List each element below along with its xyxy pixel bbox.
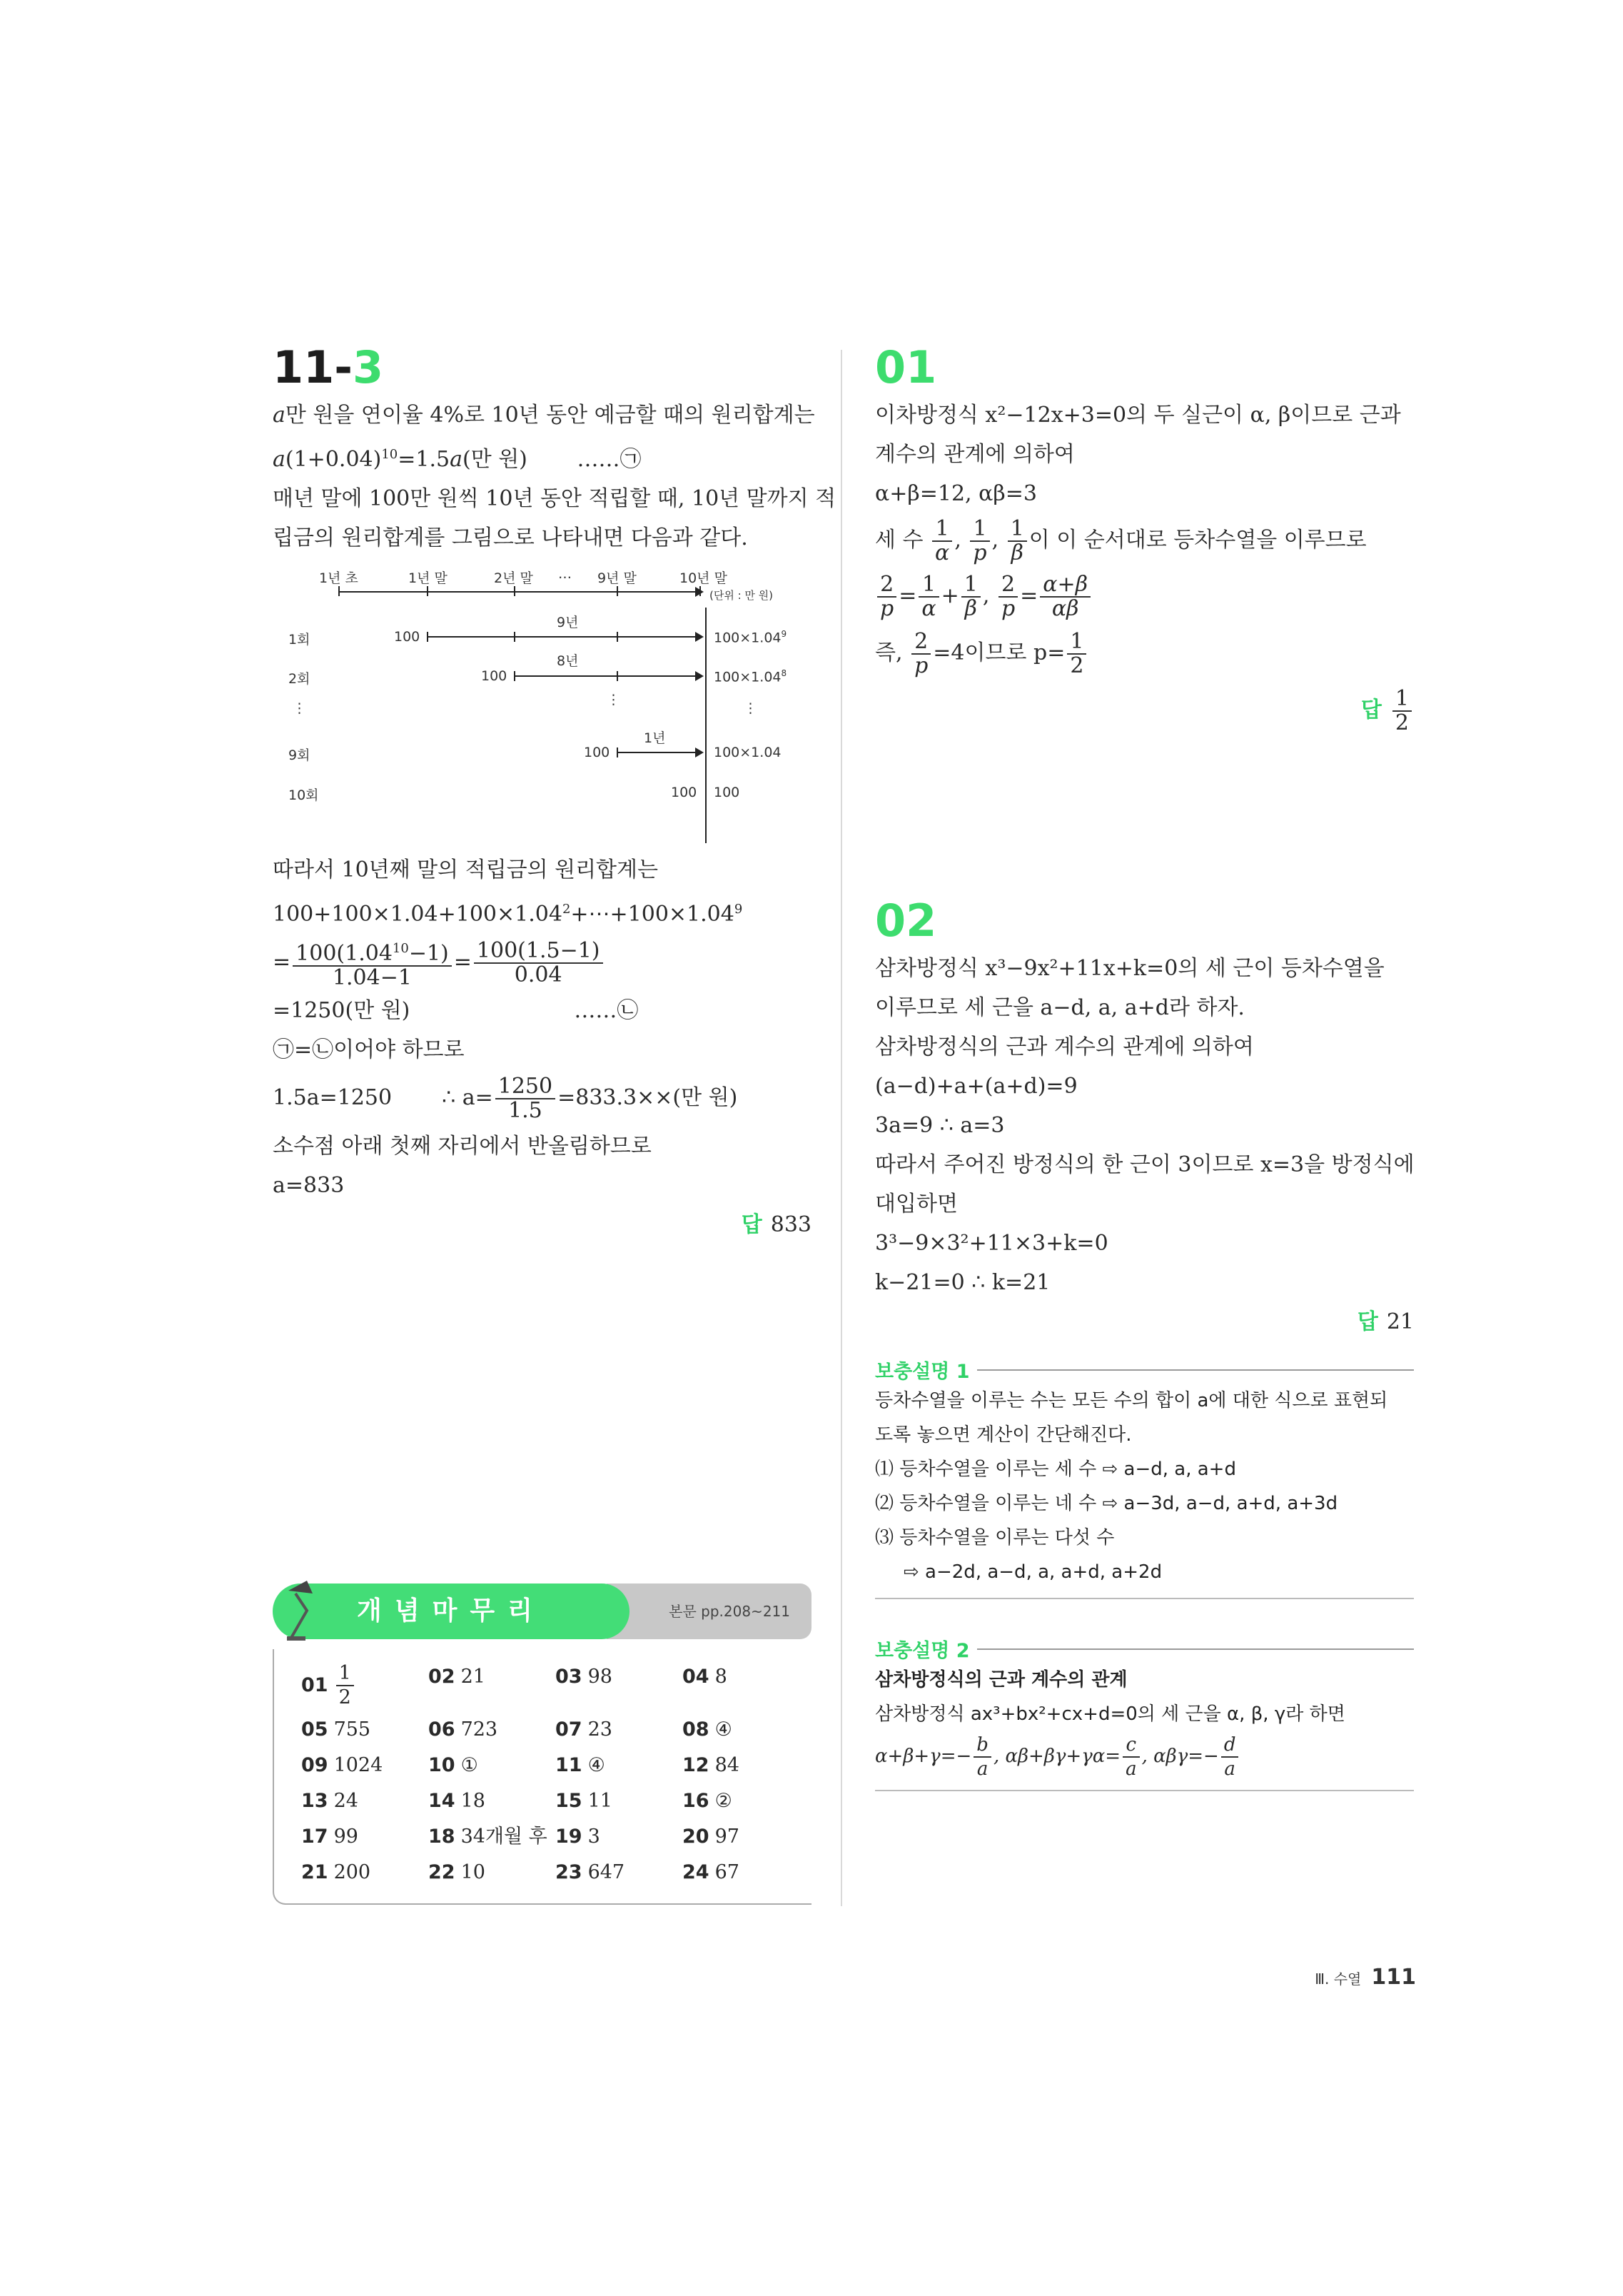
row-label: 2회 — [288, 671, 310, 687]
summary-item-answer: 99 — [333, 1826, 358, 1848]
p01-l4-pre: 세 수 — [875, 528, 924, 553]
summary-item — [555, 1751, 682, 1781]
fraction — [974, 1733, 991, 1781]
left-column — [273, 341, 836, 1244]
summary-item-answer: ② — [714, 1790, 732, 1812]
sum-head: 100+100×1.04+100×1.04 — [273, 902, 562, 927]
fraction-denominator: 2 — [338, 1686, 351, 1708]
summary-item — [555, 1715, 682, 1745]
row-label: 1회 — [288, 632, 310, 648]
summary-item-answer: 8 — [714, 1666, 727, 1688]
right-column — [875, 343, 1414, 1791]
therefore: ∴ a= — [442, 1085, 493, 1110]
summary-item-answer: 97 — [714, 1826, 739, 1848]
result-eq: =1250(만 원) — [273, 998, 410, 1023]
summary-item-number: 04 — [682, 1666, 709, 1688]
column-divider — [841, 350, 842, 1906]
summary-item — [682, 1715, 809, 1745]
fraction-numerator: 1 — [932, 518, 952, 542]
answer-value: 833 — [770, 1212, 812, 1237]
fraction-denominator: p — [973, 540, 987, 565]
condition-text: ㉠=㉡이어야 하므로 — [273, 1037, 465, 1062]
row-label: 9회 — [288, 747, 310, 763]
problem-number — [273, 343, 812, 396]
fraction — [293, 937, 452, 990]
var-a: a — [273, 403, 285, 428]
supplement-1-header — [875, 1356, 1414, 1384]
summary-answers — [273, 1649, 812, 1905]
timeline-tick — [514, 632, 515, 642]
row-value-exp: 8 — [781, 668, 787, 678]
fraction-denominator: 1.04−1 — [332, 965, 412, 990]
summary-item — [682, 1662, 809, 1709]
result-line — [273, 991, 812, 1030]
row-value — [714, 629, 787, 645]
timeline-tick — [617, 671, 618, 681]
timeline-tick — [617, 586, 618, 596]
fraction-denominator: p — [914, 653, 929, 678]
summary-item-answer: 1024 — [333, 1754, 383, 1776]
p02-line-3: 삼차방정식의 근과 계수의 관계에 의하여 — [875, 1034, 1254, 1059]
growth-arrow — [427, 636, 697, 638]
solve-lhs: 1.5a=1250 — [273, 1085, 393, 1110]
fraction-numerator: d — [1221, 1733, 1239, 1758]
summary-item-answer: 3 — [587, 1826, 600, 1848]
eq1-rhs-var: a — [450, 447, 462, 472]
summary-item-number: 02 — [428, 1666, 455, 1688]
lamp-icon — [285, 1579, 323, 1643]
timeline-tick — [699, 586, 701, 596]
fraction-denominator: 0.04 — [514, 962, 562, 987]
timeline-unit: (단위 : 만 원) — [709, 589, 774, 602]
rounding-text: 소수점 아래 첫째 자리에서 반올림하므로 — [273, 1134, 652, 1159]
summary-item-answer: 10 — [460, 1861, 485, 1883]
fraction-numerator: 1250 — [495, 1075, 555, 1099]
summary-item-answer: 200 — [333, 1861, 371, 1883]
fraction-denominator: 1.5 — [508, 1098, 542, 1123]
summary-item-number: 09 — [301, 1754, 328, 1776]
fraction-numerator: 1 — [919, 573, 939, 598]
span-label: 8년 — [557, 653, 579, 669]
timeline-tick — [427, 586, 428, 596]
summary-item-answer: 98 — [587, 1666, 612, 1688]
fraction-numerator: 2 — [877, 573, 896, 598]
growth-arrow — [617, 752, 697, 753]
p01-line-1: 이차방정식 x²−12x+3=0의 두 실근이 α, β이므로 근과 — [875, 403, 1401, 428]
answer-label: 답 — [1360, 698, 1382, 722]
problem-number-suffix: 3 — [353, 341, 384, 393]
summary-item — [428, 1662, 555, 1709]
row-value-base: 100×1.04 — [714, 669, 782, 685]
p01-l6-mid: =4이므로 p= — [933, 640, 1066, 665]
timeline-axis — [338, 591, 697, 593]
summary-item-number: 21 — [301, 1861, 328, 1883]
p01-line-3: α+β=12, αβ=3 — [875, 481, 1037, 506]
summary-item-number: 18 — [428, 1826, 455, 1848]
fraction — [961, 573, 981, 620]
section-label: Ⅲ. 수열 — [1315, 1970, 1362, 1988]
fraction-numerator: 1 — [336, 1662, 354, 1686]
timeline-label: 2년 말 — [494, 570, 533, 586]
supplement-1-item: ⑵ 등차수열을 이루는 네 수 ⇨ a−3d, a−d, a+d, a+3d — [875, 1493, 1338, 1514]
summary-item — [301, 1858, 428, 1888]
summary-item — [682, 1786, 809, 1816]
summary-item-number: 19 — [555, 1826, 582, 1848]
arrow-head — [695, 671, 704, 681]
summary-item — [301, 1822, 428, 1852]
solve-line — [273, 1069, 812, 1127]
fraction-denominator: a — [1126, 1758, 1137, 1780]
timeline-tick — [514, 671, 515, 681]
summary-item — [682, 1822, 809, 1852]
timeline-label: 10년 말 — [679, 570, 727, 586]
formula-part: , αβγ=− — [1141, 1746, 1219, 1767]
final-equation: a=833 — [273, 1173, 345, 1198]
supplement-1-item: ⇨ a−2d, a−d, a, a+d, a+2d — [904, 1561, 1163, 1583]
summary-item — [555, 1822, 682, 1852]
span-label: 1년 — [644, 730, 666, 746]
sum-tail-exp: 9 — [734, 902, 743, 917]
problem-number — [875, 896, 1414, 949]
summary-item-answer: 21 — [460, 1666, 485, 1688]
timeline-end-line — [705, 608, 707, 843]
summary-item-number: 01 — [301, 1673, 328, 1696]
summary-item-number: 20 — [682, 1826, 709, 1848]
answer-label: 답 — [741, 1212, 762, 1237]
summary-item-fraction — [336, 1662, 354, 1709]
fraction-denominator: α — [935, 540, 950, 565]
summary-item-answer: 755 — [333, 1718, 371, 1741]
summary-item-number: 05 — [301, 1718, 328, 1741]
summary-item-answer: 18 — [460, 1790, 485, 1812]
answer — [875, 682, 1414, 739]
timeline-label: 1년 말 — [408, 570, 448, 586]
fraction-numerator: 100(1.5−1) — [474, 940, 603, 964]
summary-item-number: 22 — [428, 1861, 455, 1883]
eq1-mark: ……㉠ — [577, 447, 642, 472]
eq1-a: a — [273, 447, 285, 472]
fraction-denominator: β — [1011, 540, 1023, 565]
summary-item — [428, 1858, 555, 1888]
fraction-denominator: αβ — [1051, 596, 1079, 621]
equation-1 — [273, 435, 812, 479]
fraction — [932, 518, 952, 565]
vertical-dots: ⋮ — [744, 700, 757, 716]
answer — [273, 1205, 812, 1244]
answer — [875, 1302, 1414, 1341]
p01-l4-post: 이 이 순서대로 등차수열을 이루므로 — [1028, 528, 1367, 553]
formula-part: , αβ+βγ+γα= — [993, 1746, 1121, 1767]
timeline-label: 9년 말 — [597, 570, 637, 586]
supplement-1-item: ⑴ 등차수열을 이루는 세 수 ⇨ a−d, a, a+d — [875, 1459, 1236, 1480]
fraction — [1221, 1733, 1239, 1781]
fraction-numerator: 2 — [998, 573, 1018, 598]
fraction — [970, 518, 989, 565]
fraction — [495, 1075, 555, 1122]
summary-item-answer: 11 — [587, 1790, 612, 1812]
fraction-numerator: 1 — [970, 518, 989, 542]
intro-text-1: 만 원을 연이율 4%로 10년 동안 예금할 때의 원리합계는 — [285, 403, 815, 428]
row-value — [714, 668, 787, 685]
answer-label: 답 — [1357, 1309, 1378, 1334]
fraction-numerator: b — [974, 1733, 991, 1758]
summary-item — [301, 1715, 428, 1745]
p02-line-5: 3a=9 ∴ a=3 — [875, 1113, 1005, 1138]
intro-line-1 — [273, 396, 815, 435]
p01-line-5: $\frac{2}{p}$ = $\frac{1}{\alpha}$ + $\frac{1}{\beta}$ , $\frac{2}{p}$ = $\frac{\alpha+\beta}{\alpha\beta}$ — [875, 568, 1414, 625]
summary-header — [273, 1583, 812, 1639]
problem-01-number: 01 — [875, 341, 937, 393]
supplement-1-text: 등차수열을 이루는 수는 모든 수의 합이 a에 대한 식으로 표현되 — [875, 1390, 1388, 1411]
span-label: 9년 — [557, 615, 579, 630]
fraction-numerator: 1 — [1008, 518, 1027, 542]
page-number: 111 — [1371, 1965, 1416, 1990]
timeline-tick — [338, 586, 340, 596]
fraction-numerator: 1 — [961, 573, 981, 598]
summary-item-number: 17 — [301, 1826, 328, 1848]
supplement-2-header — [875, 1635, 1414, 1663]
row-value-base: 100×1.04 — [714, 630, 782, 646]
summary-item — [682, 1751, 809, 1781]
summary-item-answer: 24 — [333, 1790, 358, 1812]
divider — [875, 1598, 1414, 1599]
summary-item — [428, 1751, 555, 1781]
row-label: ⋮ — [293, 700, 306, 716]
row-value: 100×1.04 — [714, 745, 782, 760]
supplement-2-heading: 삼차방정식의 근과 계수의 관계 — [875, 1669, 1128, 1691]
summary-item-number: 24 — [682, 1861, 709, 1883]
fraction — [919, 573, 939, 620]
fraction-numerator: c — [1123, 1733, 1140, 1758]
summary-item-number: 15 — [555, 1790, 582, 1812]
summary-item — [301, 1786, 428, 1816]
fraction — [1067, 630, 1086, 678]
deposit-amount: 100 — [481, 668, 507, 684]
supplement-1-title: 보충설명 1 — [875, 1361, 970, 1383]
row-value-exp: 9 — [781, 629, 787, 639]
fraction — [877, 573, 896, 620]
divider — [977, 1648, 1414, 1650]
intro-line-2: 매년 말에 100만 원씩 10년 동안 적립할 때, 10년 말까지 적 — [273, 486, 836, 511]
summary-page-ref: 본문 pp.208~211 — [607, 1583, 812, 1639]
fraction-denominator: 2 — [1395, 710, 1409, 735]
summary-item-number: 16 — [682, 1790, 709, 1812]
formula-part: α+β+γ=− — [875, 1746, 972, 1767]
page-footer — [1315, 1965, 1416, 1990]
p02-line-8: 3³−9×3²+11×3+k=0 — [875, 1231, 1108, 1256]
fraction-numerator: α+β — [1040, 573, 1091, 598]
summary-item-number: 08 — [682, 1718, 709, 1741]
summary-item-answer: 723 — [460, 1718, 498, 1741]
eq1-exp: 10 — [381, 447, 398, 462]
fraction — [1040, 573, 1091, 620]
sum-expression — [273, 890, 812, 934]
summary-item-number: 23 — [555, 1861, 582, 1883]
eq1-rhs: =1.5 — [398, 447, 450, 472]
p02-line-9: k−21=0 ∴ k=21 — [875, 1270, 1051, 1295]
p02-line-2: 이루므로 세 근을 a−d, a, a+d라 하자. — [875, 995, 1245, 1020]
eq1-unit: (만 원) — [462, 447, 527, 472]
p02-line-4: (a−d)+a+(a+d)=9 — [875, 1074, 1078, 1099]
fraction — [1008, 518, 1027, 565]
intro-line-3: 립금의 원리합계를 그림으로 나타내면 다음과 같다. — [273, 525, 748, 550]
summary-item — [428, 1786, 555, 1816]
p01-line-2: 계수의 관계에 의하여 — [875, 442, 1075, 467]
fraction-numerator: 2 — [911, 630, 931, 655]
vieta-formula — [875, 1731, 1414, 1781]
fraction-denominator: β — [964, 596, 977, 621]
num-tail: −1) — [408, 940, 449, 966]
summary-item — [555, 1662, 682, 1709]
p02-line-1: 삼차방정식 x³−9x²+11x+k=0의 세 근이 등차수열을 — [875, 956, 1385, 981]
row-label: 10회 — [288, 787, 319, 803]
p01-line-6 — [875, 625, 1414, 682]
row-value: 100 — [714, 785, 740, 800]
sum-exp: 2 — [562, 902, 571, 917]
thus-text: 따라서 10년째 말의 적립금의 원리합계는 — [273, 857, 658, 882]
fraction-denominator: p — [880, 596, 894, 621]
timeline-tick — [617, 632, 618, 642]
problem-02-number: 02 — [875, 895, 937, 947]
arrow-head — [695, 632, 704, 642]
p01-line-4: 세 수 $\frac{1}{\alpha}$ , $\frac{1}{p}$ , $\frac{1}{\beta}$ 이 이 순서대로 등차수열을 이루므로 — [875, 516, 1367, 565]
summary-item-answer: 84 — [714, 1754, 739, 1776]
fraction-numerator: 1 — [1392, 688, 1412, 712]
supplement-2-text: 삼차방정식 ax³+bx²+cx+d=0의 세 근을 α, β, γ라 하면 — [875, 1703, 1345, 1725]
sum-tail: +⋯+100×1.04 — [570, 902, 734, 927]
deposit-amount: 100 — [671, 785, 697, 800]
summary-item — [301, 1751, 428, 1781]
fraction — [474, 940, 603, 987]
timeline-tick — [617, 747, 618, 757]
problem-number — [875, 343, 1414, 396]
timeline-label: … — [558, 566, 572, 582]
fraction — [1123, 1733, 1140, 1781]
summary-item-answer: 67 — [714, 1861, 739, 1883]
p02-line-7: 대입하면 — [875, 1192, 958, 1217]
summary-item — [682, 1858, 809, 1888]
timeline-tick — [514, 586, 515, 596]
fraction-denominator: p — [1001, 596, 1016, 621]
num-exp: 10 — [392, 940, 409, 956]
result-mark: ……㉡ — [574, 998, 639, 1023]
summary-item-number: 06 — [428, 1718, 455, 1741]
timeline-tick — [427, 632, 428, 642]
summary-item-number: 14 — [428, 1790, 455, 1812]
vertical-dots: ⋮ — [607, 692, 620, 708]
divider — [977, 1369, 1414, 1371]
problem-number-prefix: 11- — [273, 341, 353, 393]
summary-item-answer: ④ — [714, 1718, 732, 1741]
supplement-1-text: 도록 놓으면 계산이 간단해진다. — [875, 1424, 1132, 1446]
deposit-amount: 100 — [584, 745, 610, 760]
summary-item-number: 10 — [428, 1754, 455, 1776]
num-head: 100(1.04 — [295, 940, 393, 966]
summary-item — [428, 1822, 555, 1852]
arrow-head — [695, 747, 704, 757]
summary-item-number: 12 — [682, 1754, 709, 1776]
timeline-label: 1년 초 — [319, 570, 358, 586]
fraction-denominator: α — [921, 596, 936, 621]
summary-item-answer: 23 — [587, 1718, 612, 1741]
summary-item-answer: ① — [460, 1754, 478, 1776]
fraction-numerator — [293, 937, 452, 967]
deposit-amount: 100 — [394, 629, 420, 645]
solve-rhs: =833.3××(만 원) — [557, 1085, 738, 1110]
growth-arrow — [514, 675, 697, 677]
summary-item-answer: 647 — [587, 1861, 625, 1883]
fraction — [998, 573, 1018, 620]
summary-item — [301, 1662, 428, 1709]
answer-value: 21 — [1386, 1309, 1414, 1334]
summary-item — [555, 1786, 682, 1816]
fraction-equation: = $\frac{100(1.04^{10}-1)}{1.04-1}$ = $\frac{100(1.5-1)}{0.04}$ — [273, 934, 812, 991]
fraction-denominator: 2 — [1070, 653, 1084, 678]
summary-item-number: 07 — [555, 1718, 582, 1741]
savings-timeline-diagram — [273, 558, 812, 843]
answer-fraction — [1392, 688, 1412, 735]
fraction — [911, 630, 931, 678]
summary-item-number: 03 — [555, 1666, 582, 1688]
p01-l6-pre: 즉, — [875, 640, 903, 665]
summary-item-number: 13 — [301, 1790, 328, 1812]
divider — [875, 1790, 1414, 1791]
supplement-2-title: 보충설명 2 — [875, 1640, 970, 1662]
fraction-numerator: 1 — [1067, 630, 1086, 655]
summary-item-answer: ④ — [587, 1754, 605, 1776]
summary-item-answer: 34개월 후 — [460, 1826, 547, 1848]
summary-grid — [301, 1662, 812, 1888]
summary-item — [555, 1858, 682, 1888]
summary-item — [428, 1715, 555, 1745]
summary-title: 개념마무리 — [273, 1583, 630, 1639]
p02-line-6: 따라서 주어진 방정식의 한 근이 3이므로 x=3을 방정식에 — [875, 1152, 1415, 1177]
fraction-denominator: a — [1224, 1758, 1235, 1780]
fraction-denominator: a — [976, 1758, 989, 1780]
eq1-base: (1+0.04) — [285, 447, 382, 472]
concept-summary — [273, 1583, 812, 1905]
summary-item-number: 11 — [555, 1754, 582, 1776]
supplement-1-item: ⑶ 등차수열을 이루는 다섯 수 — [875, 1527, 1115, 1549]
